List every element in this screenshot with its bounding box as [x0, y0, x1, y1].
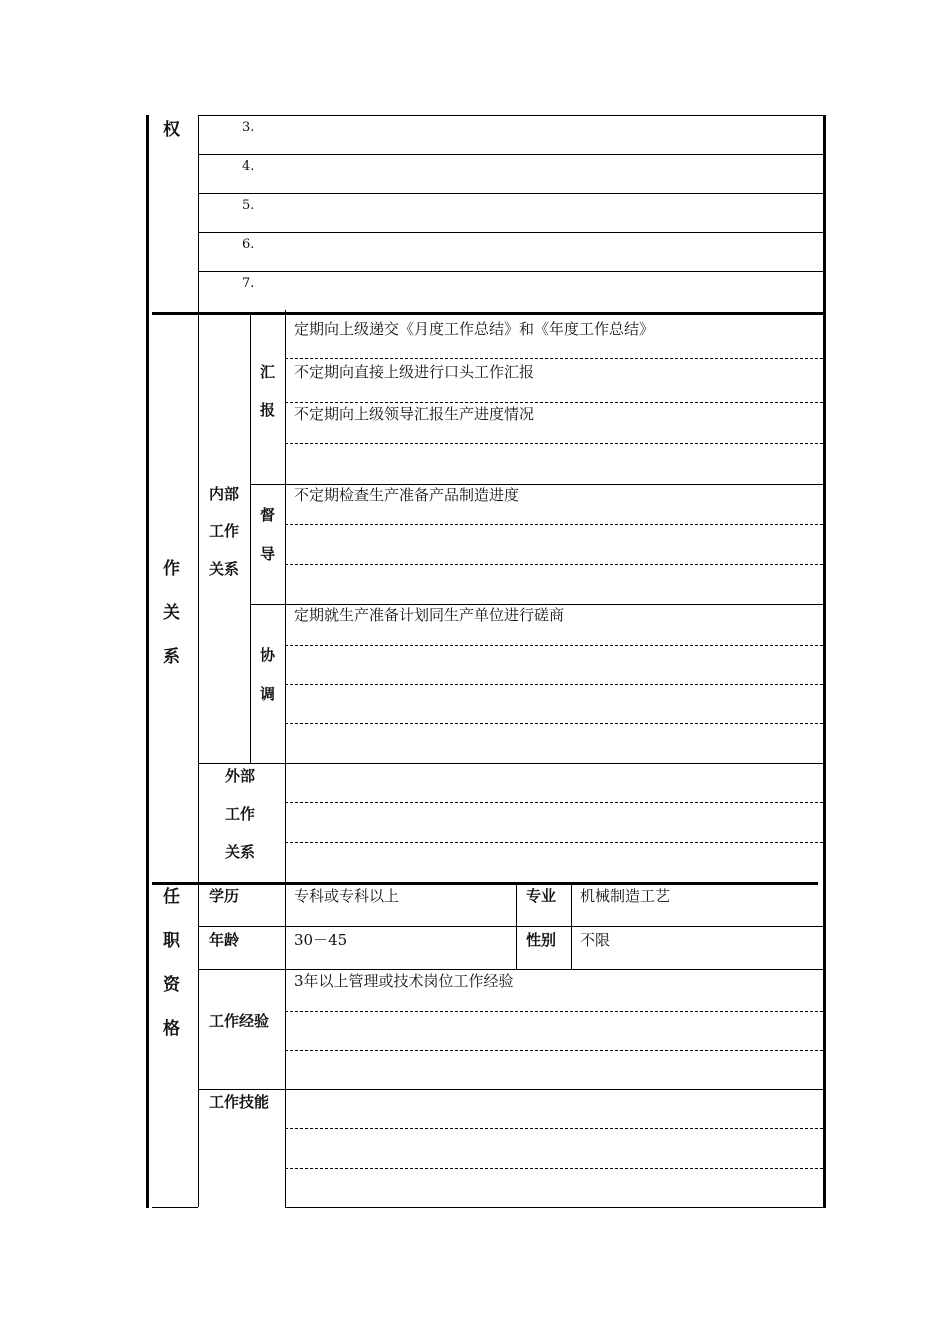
- dashed-line: [285, 524, 823, 525]
- col-divider: [285, 310, 286, 885]
- row-divider: [198, 232, 824, 233]
- dashed-line: [285, 684, 823, 685]
- dudao-char-1: 督: [260, 506, 276, 524]
- xietiao-line-1: 定期就生产准备计划同生产单位进行磋商: [294, 606, 565, 624]
- row-divider: [198, 926, 824, 927]
- row-divider: [198, 763, 824, 764]
- section-separator: [152, 312, 824, 315]
- skills-label: 工作技能: [209, 1093, 270, 1111]
- education-label: 学历: [209, 887, 240, 905]
- dashed-line: [285, 723, 823, 724]
- huibao-line-3: 不定期向上级领导汇报生产进度情况: [294, 405, 535, 423]
- quanxian-divider: [198, 115, 199, 313]
- quanxian-item-6: 6.: [242, 237, 255, 252]
- internal-label-line1: 内部: [209, 485, 240, 503]
- dashed-line: [285, 358, 823, 359]
- col-divider: [571, 885, 572, 969]
- xietiao-char-2: 调: [260, 685, 276, 703]
- col-divider: [285, 885, 286, 1207]
- quanxian-item-4: 4.: [242, 159, 255, 174]
- row-divider: [198, 154, 824, 155]
- education-value: 专科或专科以上: [294, 887, 400, 905]
- dashed-line: [285, 645, 823, 646]
- dudao-char-2: 导: [260, 545, 276, 563]
- guanxi-section-char-1: 作: [163, 559, 180, 579]
- major-label: 专业: [526, 887, 557, 905]
- zige-section-char-4: 格: [163, 1019, 180, 1039]
- internal-label-line2: 工作: [209, 522, 240, 540]
- dashed-line: [285, 1050, 823, 1051]
- huibao-char-2: 报: [260, 401, 276, 419]
- age-value: 30－45: [294, 931, 348, 949]
- left-border: [146, 115, 149, 1208]
- col-divider: [516, 885, 517, 969]
- dashed-line: [285, 443, 823, 444]
- quanxian-item-3: 3.: [242, 120, 255, 135]
- guanxi-section-char-3: 系: [163, 647, 180, 667]
- experience-label: 工作经验: [209, 1012, 270, 1030]
- zige-section-char-2: 职: [163, 931, 180, 951]
- xietiao-char-1: 协: [260, 646, 276, 664]
- gender-label: 性别: [526, 931, 557, 949]
- age-label: 年龄: [209, 931, 240, 949]
- dashed-line: [285, 402, 823, 403]
- col-divider: [198, 315, 199, 885]
- huibao-line-2: 不定期向直接上级进行口头工作汇报: [294, 363, 535, 381]
- row-divider: [198, 271, 824, 272]
- zige-section-char-1: 任: [163, 887, 180, 907]
- top-border: [198, 115, 824, 116]
- external-label-line2: 工作: [225, 805, 256, 823]
- col-divider: [198, 885, 199, 1207]
- row-divider: [198, 193, 824, 194]
- section-separator: [152, 882, 818, 885]
- quanxian-item-5: 5.: [242, 198, 255, 213]
- dashed-line: [285, 1168, 823, 1169]
- col-divider: [250, 315, 251, 763]
- dashed-line: [285, 802, 823, 803]
- row-divider: [198, 1089, 824, 1090]
- dudao-line-1: 不定期检查生产准备产品制造进度: [294, 486, 520, 504]
- huibao-char-1: 汇: [260, 363, 276, 381]
- internal-label-line3: 关系: [209, 560, 240, 578]
- gender-value: 不限: [580, 931, 611, 949]
- guanxi-section-char-2: 关: [163, 603, 180, 623]
- external-label-line1: 外部: [225, 767, 256, 785]
- dashed-line: [285, 1011, 823, 1012]
- dashed-line: [285, 564, 823, 565]
- bottom-border: [152, 1207, 198, 1208]
- zige-section-char-3: 资: [163, 975, 180, 995]
- dashed-line: [285, 842, 823, 843]
- quanxian-section-label: 权: [163, 120, 180, 140]
- huibao-line-1: 定期向上级递交《月度工作总结》和《年度工作总结》: [294, 320, 655, 338]
- row-divider: [198, 969, 824, 970]
- bottom-border-right: [285, 1207, 825, 1208]
- experience-value: 3年以上管理或技术岗位工作经验: [294, 972, 514, 990]
- dashed-line: [285, 1128, 823, 1129]
- major-value: 机械制造工艺: [580, 887, 671, 905]
- quanxian-item-7: 7.: [242, 276, 255, 291]
- right-border: [823, 115, 826, 1208]
- external-label-line3: 关系: [225, 843, 256, 861]
